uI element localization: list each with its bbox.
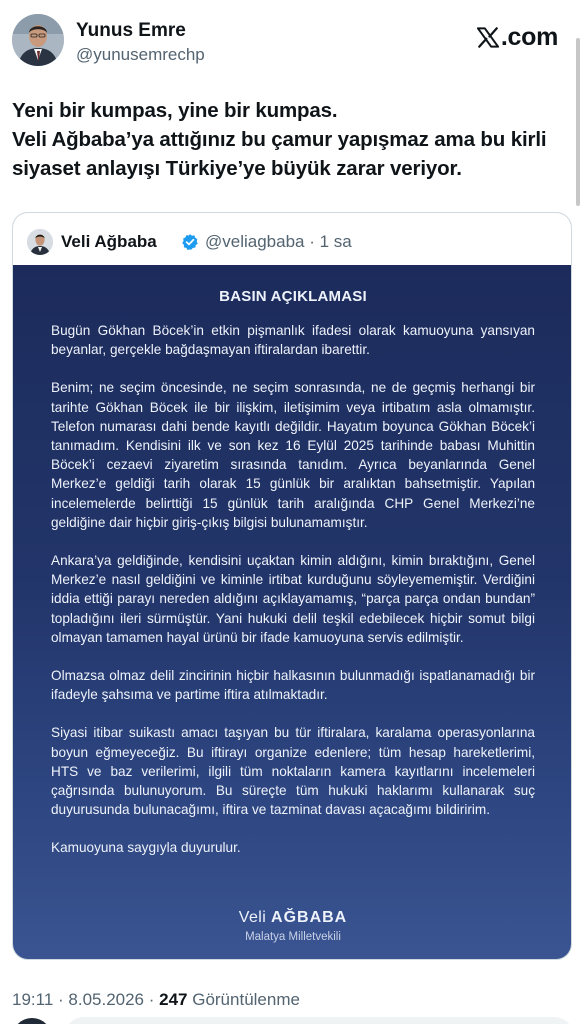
quoted-author-name[interactable]: Veli Ağbaba <box>61 232 157 251</box>
signature-name <box>13 909 572 927</box>
post-meta <box>12 990 300 1010</box>
post-timestamp[interactable]: 19:11 · 8.05.2026 · <box>12 990 160 1009</box>
press-title: BASIN AÇIKLAMASI <box>219 288 367 305</box>
author-avatar[interactable] <box>12 14 64 66</box>
views-count: 247 <box>159 990 188 1009</box>
author-name[interactable]: Yunus Emre <box>76 20 186 41</box>
press-paragraph: Bugün Gökhan Böcek’in etkin pişmanlık ifadesi olarak kamuoyuna yansıyan beyanlar, gerçekle bağdaşmayan iftiralardan ibarettir. <box>51 323 535 358</box>
x-logo-icon <box>477 27 499 48</box>
press-release-image[interactable] <box>13 265 572 960</box>
press-paragraph: Benim; ne seçim öncesinde, ne seçim sonrasında, ne de geçmiş herhangi bir tarihte Gökhan Böcek ile bir ilişkim, iletişimim veya irtibatım asla olmamıştır. Telefon numarası dahi bende kayıtlı değildir. Hayatım boyunca Gökhan Böcek’i tanımadım. Kendisini ilk ve son kez 16 Eylül 2025 tarihinde babası Muhittin Böcek’i cezaevi ziyaretim sırasında tanıdım. Ayrıca beyanlarında Genel Merkez’e geldiği tarih olarak 15 günlük bir aralıktan bahsetmiştir. Yapılan incelemelerde belirttiği 15 günlük tarih aralığında CHP Genel Merkezi’ne geldiğine dair hiçbir giriş-çıkış bilgisi bulunamamıştır. <box>51 380 535 530</box>
quoted-post-header <box>27 229 557 255</box>
signature-title: Malatya Milletvekili <box>245 931 341 943</box>
brand-watermark <box>477 23 558 52</box>
post-header <box>12 14 572 70</box>
press-paragraph: Ankara’ya geldiğinde, kendisini uçaktan kimin aldığını, kimin bıraktığını, Genel Merkez’e nasıl geldiğini ve kiminle irtibat kurduğunu söyleyememiştir. Verdiğini iddia ettiği parayı nereden aldığını açıklayamamış, “parça parça ondan bundan” topladığını ileri sürmüştür. Yani hukuki delil teşkil edebilecek hiçbir somut bilgi olmayan tamamen hayal ürünü bir ifade kamuoyuna servis edilmiştir. <box>51 553 535 645</box>
signature-first-name: Veli <box>238 909 272 926</box>
reply-user-avatar <box>12 1018 52 1024</box>
quoted-author-avatar[interactable] <box>27 229 53 255</box>
tweet-line: siyaset anlayışı Türkiye’ye büyük zarar veriyor. <box>12 157 462 180</box>
brand-domain: .com <box>500 23 558 51</box>
scrollbar[interactable] <box>576 38 580 206</box>
press-paragraph: Siyasi itibar suikastı amacı taşıyan bu tür iftiralara, karalama operasyonlarına boyun eğmeyeceğiz. Bu iftirayı organize edenlere; tüm hesap hareketlerimi, HTS ve baz verilerimi, ilgili tüm noktaların kamera kayıtlarını incelemeleri çağrısında bulunuyorum. Bu süreçte tüm hukuki haklarımı kullanarak suç duyurusunda bulunacağımı, iftira ve tazminat davası açacağımı bildiririm. <box>51 725 535 818</box>
author-handle[interactable]: @yunusemrechp <box>76 45 205 64</box>
reply-input[interactable] <box>64 1017 574 1024</box>
signature-last-name: AĞBABA <box>271 909 348 926</box>
quoted-post[interactable] <box>12 212 572 960</box>
views-label: Görüntülenme <box>187 990 300 1009</box>
tweet-text <box>12 96 572 183</box>
press-body <box>51 321 535 858</box>
quoted-author-meta: @veliagbaba · 1 sa <box>205 232 352 251</box>
press-paragraph: Kamuoyuna saygıyla duyurulur. <box>51 840 241 856</box>
verified-badge-icon <box>181 233 199 256</box>
tweet-line: Yeni bir kumpas, yine bir kumpas. <box>12 99 338 122</box>
press-paragraph: Olmazsa olmaz delil zincirinin hiçbir halkasının bulunmadığı ispatlanamadığı bir ifadeyle şahsıma ve partime iftira atılmaktadır. <box>51 668 535 703</box>
tweet-line: Veli Ağbaba’ya attığınız bu çamur yapışmaz ama bu kirli <box>12 128 547 151</box>
